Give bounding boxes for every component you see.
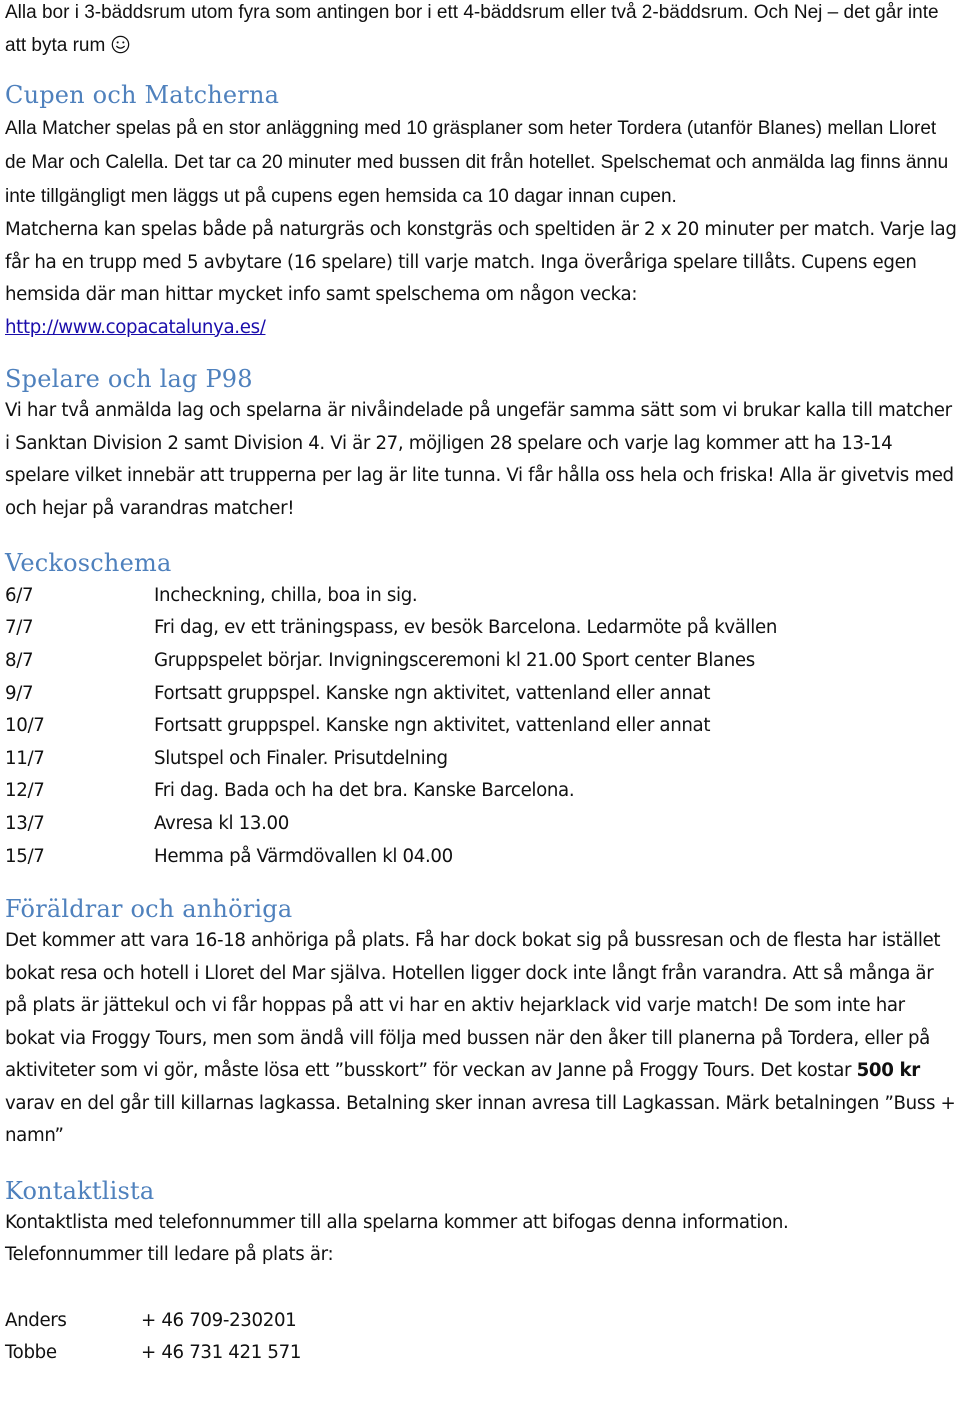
- schedule-row: [5, 840, 777, 873]
- schedule-activity: Fri dag, ev ett träningspass, ev besök Barcelona. Ledarmöte på kvällen: [154, 617, 778, 639]
- schedule-row: [5, 612, 777, 645]
- cupen-paragraph-1: Alla Matcher spelas på en stor anläggning med 10 gräsplaner som heter Tordera (utanför Blanes) mellan Lloret de Mar och Calella. Det tar ca 20 minuter med bussen dit från hotellet. Spelschemat och anmälda lag finns ännu inte tillgängligt men läggs ut på cupens egen hemsida ca 10 dagar innan cupen.: [5, 118, 949, 207]
- schedule-activity: Gruppspelet börjar. Invigningsceremoni kl 21.00 Sport center Blanes: [154, 649, 755, 671]
- schedule-activity: Slutspel och Finaler. Prisutdelning: [154, 747, 448, 769]
- contact-row: [5, 1304, 301, 1337]
- spelare-paragraph: Vi har två anmälda lag och spelarna är nivåindelade på ungefär samma sätt som vi brukar kalla till matcher i Sanktan Division 2 samt Division 4. Vi är 27, möjligen 28 spelare och varje lag kommer att ha 13-14 spelare vilket innebär att trupperna per lag är lite tunna. Vi får hålla oss hela och friska! Alla är givetvis med och hejar på varandras matcher!: [5, 400, 954, 519]
- schedule-row: [5, 709, 777, 742]
- schedule-activity: Fri dag. Bada och ha det bra. Kanske Barcelona.: [154, 780, 575, 802]
- schedule-date: 7/7: [5, 617, 34, 639]
- contact-name: Tobbe: [5, 1342, 57, 1364]
- contacts-table: [5, 1304, 301, 1369]
- schedule-date: 11/7: [5, 747, 45, 769]
- schedule-table: [5, 579, 777, 872]
- contact-row: [5, 1336, 301, 1369]
- cupen-website-link[interactable]: http://www.copacatalunya.es/: [5, 316, 266, 338]
- contact-phone: + 46 731 421 571: [141, 1342, 302, 1364]
- schedule-date: 15/7: [5, 845, 45, 867]
- section-heading-veckoschema: Veckoschema: [5, 549, 172, 577]
- schedule-date: 9/7: [5, 682, 34, 704]
- schedule-date: 10/7: [5, 715, 45, 737]
- schedule-row: [5, 775, 777, 808]
- schedule-row: [5, 742, 777, 775]
- schedule-date: 13/7: [5, 812, 45, 834]
- intro-text: Alla bor i 3-bäddsrum utom fyra som antingen bor i ett 4-bäddsrum eller två 2-bäddsrum. Och Nej – det går inte att byta rum: [5, 2, 939, 56]
- contact-phone: + 46 709-230201: [141, 1309, 297, 1331]
- smiley-icon: [111, 35, 130, 54]
- kontakt-line-1: Kontaktlista med telefonnummer till alla spelarna kommer att bifogas denna information.: [5, 1211, 789, 1233]
- schedule-date: 6/7: [5, 584, 34, 606]
- schedule-row: [5, 807, 777, 840]
- schedule-date: 12/7: [5, 780, 45, 802]
- cupen-text-2: Matcherna kan spelas både på naturgräs och konstgräs och speltiden är 2 x 20 minuter per match. Varje lag får ha en trupp med 5 avbytare (16 spelare) till varje match. Inga överåriga spelare tillåts. Cupens egen hemsida där man hittar mycket info samt spelschema om någon vecka:: [5, 219, 957, 305]
- foraldrar-text-before: Det kommer att vara 16-18 anhöriga på plats. Få har dock bokat sig på bussresan och de flesta har istället bokat resa och hotell i Lloret del Mar själva. Hotellen ligger dock inte långt från varandra. Att så många är på plats är jättekul och vi får hoppas på att vi har en aktiv hejarklack vid varje match! De som inte har bokat via Froggy Tours, men som ändå vill följa med bussen när den åker till planerna på Tordera, eller på aktiviteter som vi gör, måste lösa ett ”busskort” för veckan av Janne på Froggy Tours. Det kostar: [5, 930, 941, 1082]
- section-heading-kontakt: Kontaktlista: [5, 1176, 155, 1205]
- schedule-row: [5, 579, 777, 612]
- intro-paragraph: [5, 0, 958, 62]
- schedule-activity: Fortsatt gruppspel. Kanske ngn aktivitet, vattenland eller annat: [154, 715, 711, 737]
- schedule-date: 8/7: [5, 649, 34, 671]
- schedule-activity: Fortsatt gruppspel. Kanske ngn aktivitet, vattenland eller annat: [154, 682, 711, 704]
- cupen-paragraph-2: [5, 214, 958, 344]
- schedule-row: [5, 677, 777, 710]
- schedule-activity: Avresa kl 13.00: [154, 812, 289, 834]
- contact-name: Anders: [5, 1309, 67, 1331]
- schedule-activity: Hemma på Värmdövallen kl 04.00: [154, 845, 453, 867]
- section-heading-cupen: Cupen och Matcherna: [5, 81, 280, 109]
- bus-price: 500 kr: [856, 1060, 920, 1082]
- section-heading-spelare: Spelare och lag P98: [5, 365, 253, 393]
- kontakt-line-2: Telefonnummer till ledare på plats är:: [5, 1244, 334, 1266]
- foraldrar-text-after: varav en del går till killarnas lagkassa. Betalning sker innan avresa till Lagkassan. Märk betalningen ”Buss + namn”: [5, 1092, 956, 1147]
- schedule-row: [5, 644, 777, 677]
- schedule-activity: Incheckning, chilla, boa in sig.: [154, 584, 418, 606]
- foraldrar-paragraph: [5, 925, 958, 1153]
- section-heading-foraldrar: Föräldrar och anhöriga: [5, 895, 293, 924]
